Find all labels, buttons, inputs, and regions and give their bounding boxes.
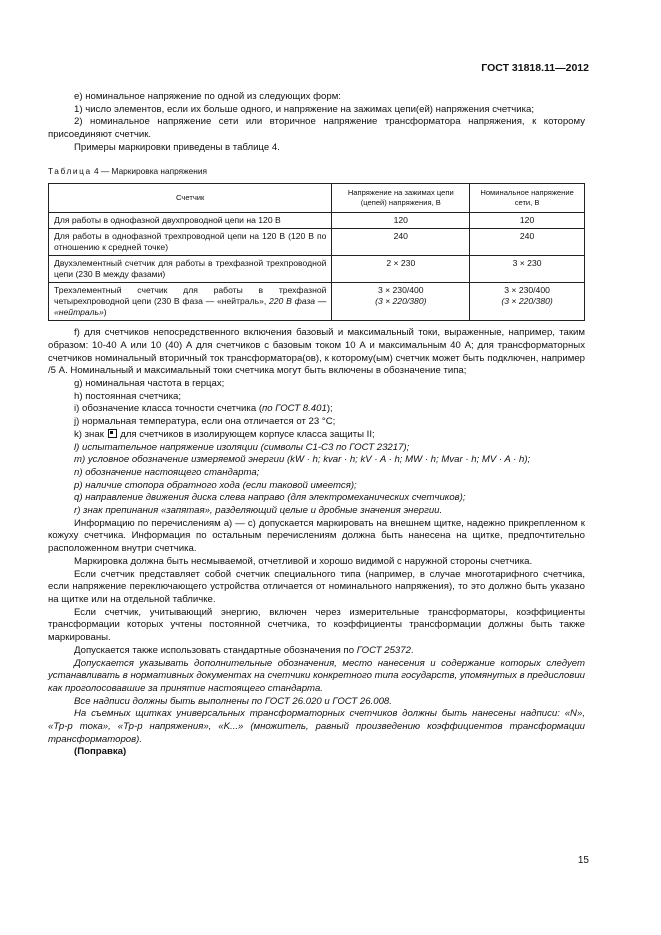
item-p: p) наличие стопора обратного хода (если таковой имеется);: [74, 479, 357, 491]
table-caption: [48, 165, 585, 178]
cell-network-voltage: 3 × 230: [470, 256, 585, 283]
item-i: [48, 403, 585, 416]
paragraph-removable-plates: На съемных щитках универсальных трансформаторных счетчиков должны быть нанесены надписи: «N», «Тр-р тока», «Тр-р напряжения», «K...» (множитель, равный произведению коэффициентов трансформации трансформаторов).: [48, 708, 585, 745]
paragraph-inscriptions: Все надписи должны быть выполнены по ГОСТ 26.020 и ГОСТ 26.008.: [74, 695, 392, 707]
cell-meter: Двухэлементный счетчик для работы в трехфазной трехпроводной цепи (230 В между фазами): [49, 256, 332, 283]
table-row: [49, 229, 585, 256]
item-k-text: k) знак: [74, 428, 104, 440]
item-i-end: );: [326, 403, 333, 415]
col-header-network-voltage: Номинальное напряжение сети, В: [470, 184, 585, 213]
cell-meter-italic: 220 В фаза — «нейтраль»: [54, 296, 327, 318]
intro-line-e: е) номинальное напряжение по одной из следующих форм:: [74, 91, 341, 102]
paragraph-transformer-ratios: Если счетчик, учитывающий энергию, включен через измерительные трансформаторы, коэффициенты трансформации которых учтены постоянной счетчика, то коэффициенты трансформации должны быть также маркированы.: [48, 606, 585, 644]
intro-line-1: 1) число элементов, если их больше одного, и напряжение на зажимах цепи(ей) напряжения счетчика;: [74, 103, 535, 115]
cell-meter: Для работы в однофазной трехпроводной цепи на 120 В (120 В по отношению к средней точке): [49, 229, 332, 256]
cell-meter: [49, 283, 332, 321]
item-n: n) обозначение настоящего стандарта;: [74, 466, 260, 478]
intro-line-2: 2) номинальное напряжение сети или вторичное напряжение трансформатора напряжения, к которому присоединяют счетчик.: [48, 116, 585, 141]
cell-terminal-voltage: 120: [332, 213, 470, 229]
item-i-text: i) обозначение класса точности счетчика (: [74, 403, 263, 415]
cell-value-alt: (3 × 220/380): [501, 296, 553, 307]
cell-meter-end: ): [103, 307, 107, 318]
item-f: f) для счетчиков непосредственного включения базовый и максимальный токи, выраженные, например, таким образом: 10-40 А или 10 (40) А для счетчиков с базовым током 10 А и максимальным 40 А; для трансформаторных счетчиков номинальный вторичный ток трансформатора(ов), к которому(ым) счетчик может быть подключен, например /5 А. Номинальный и максимальный токи счетчика могут быть включены в обозначение типа;: [48, 327, 585, 377]
item-l: l) испытательное напряжение изоляции (символы С1-С3 по ГОСТ 23217);: [74, 441, 410, 453]
cell-value-alt: (3 × 220/380): [375, 296, 427, 307]
amendment-note: (Поправка): [74, 746, 127, 758]
cell-meter-text: Трехэлементный счетчик для работы в трехфазной четырехпроводной цепи (230 В фаза — «нейтраль»,: [54, 285, 327, 307]
item-i-ref: по ГОСТ 8.401: [262, 403, 327, 415]
col-header-meter: Счетчик: [49, 184, 332, 213]
cell-terminal-voltage: 240: [332, 229, 470, 256]
cell-network-voltage: [470, 283, 585, 321]
paragraph-marking-durability: Маркировка должна быть несмываемой, отчетливой и хорошо видимой с наружной стороны счетчика.: [74, 555, 533, 567]
cell-meter: Для работы в однофазной двухпроводной цепи на 120 В: [49, 213, 332, 229]
item-j: j) нормальная температура, если она отличается от 23 °С;: [74, 416, 336, 428]
table-header-row: [49, 184, 585, 213]
table-caption-rest: 4 — Маркировка напряжения: [91, 165, 208, 176]
paragraph-additional-symbols: Допускается указывать дополнительные обозначения, место нанесения и содержание которых следует устанавливать в нормативных документах на счетчики конкретного типа государств, упомянутых в предисловии как проголосовавшие за принятие настоящего стандарта.: [48, 657, 585, 694]
cell-terminal-voltage: [332, 283, 470, 321]
page-number: 15: [577, 855, 589, 866]
voltage-marking-table: [48, 183, 585, 321]
item-k: [48, 429, 585, 442]
col-header-terminal-voltage: Напряжение на зажимах цепи (цепей) напряжения, В: [332, 184, 470, 213]
cell-network-voltage: 120: [470, 213, 585, 229]
cell-value: 3 × 230/400: [504, 285, 550, 296]
item-r: r) знак препинания «запятая», разделяющий целые и дробные значения энергии.: [74, 505, 443, 517]
table-row: [49, 256, 585, 283]
paragraph-info-placement: Информацию по перечислениям а) — с) допускается маркировать на внешнем щитке, надежно прикрепленном к кожуху счетчика. Информация по остальным перечислениям должна быть нанесена на щитке, предпочтительно расположенном внутри счетчика.: [48, 517, 585, 555]
paragraph-standard-symbols-text: Допускается также использовать стандартные обозначения по: [74, 644, 357, 656]
document-header: ГОСТ 31818.11—2012: [481, 62, 589, 74]
cell-terminal-voltage: 2 × 230: [332, 256, 470, 283]
page-content: [48, 91, 585, 759]
table-caption-prefix: Таблица: [48, 165, 92, 176]
square-with-dot-icon: [108, 429, 117, 438]
cell-network-voltage: 240: [470, 229, 585, 256]
table-row: [49, 213, 585, 229]
item-k-rest: для счетчиков в изолирующем корпусе класса защиты II;: [120, 428, 375, 440]
paragraph-special-type: Если счетчик представляет собой счетчик специального типа (например, в случае многотарифного счетчика, если напряжение переключающего устройства отличается от номинального напряжения), то это должно быть указано на щитке или на отдельной табличке.: [48, 568, 585, 605]
table-row: [49, 283, 585, 321]
paragraph-standard-symbols-ref: ГОСТ 25372: [356, 644, 411, 656]
item-m: m) условное обозначение измеряемой энергии (kW · h; kvar · h; kV · A · h; MW · h; Mvar · h; MV · A · h);: [74, 454, 531, 466]
paragraph-standard-symbols-end: .: [410, 644, 414, 656]
item-h: h) постоянная счетчика;: [74, 390, 181, 402]
paragraph-standard-symbols: [48, 645, 585, 658]
item-g: g) номинальная частота в герцах;: [74, 378, 225, 390]
cell-value: 3 × 230/400: [377, 285, 424, 296]
item-q: q) направление движения диска слева направо (для электромеханических счетчиков);: [74, 492, 466, 504]
intro-line-examples: Примеры маркировки приведены в таблице 4.: [74, 141, 280, 153]
